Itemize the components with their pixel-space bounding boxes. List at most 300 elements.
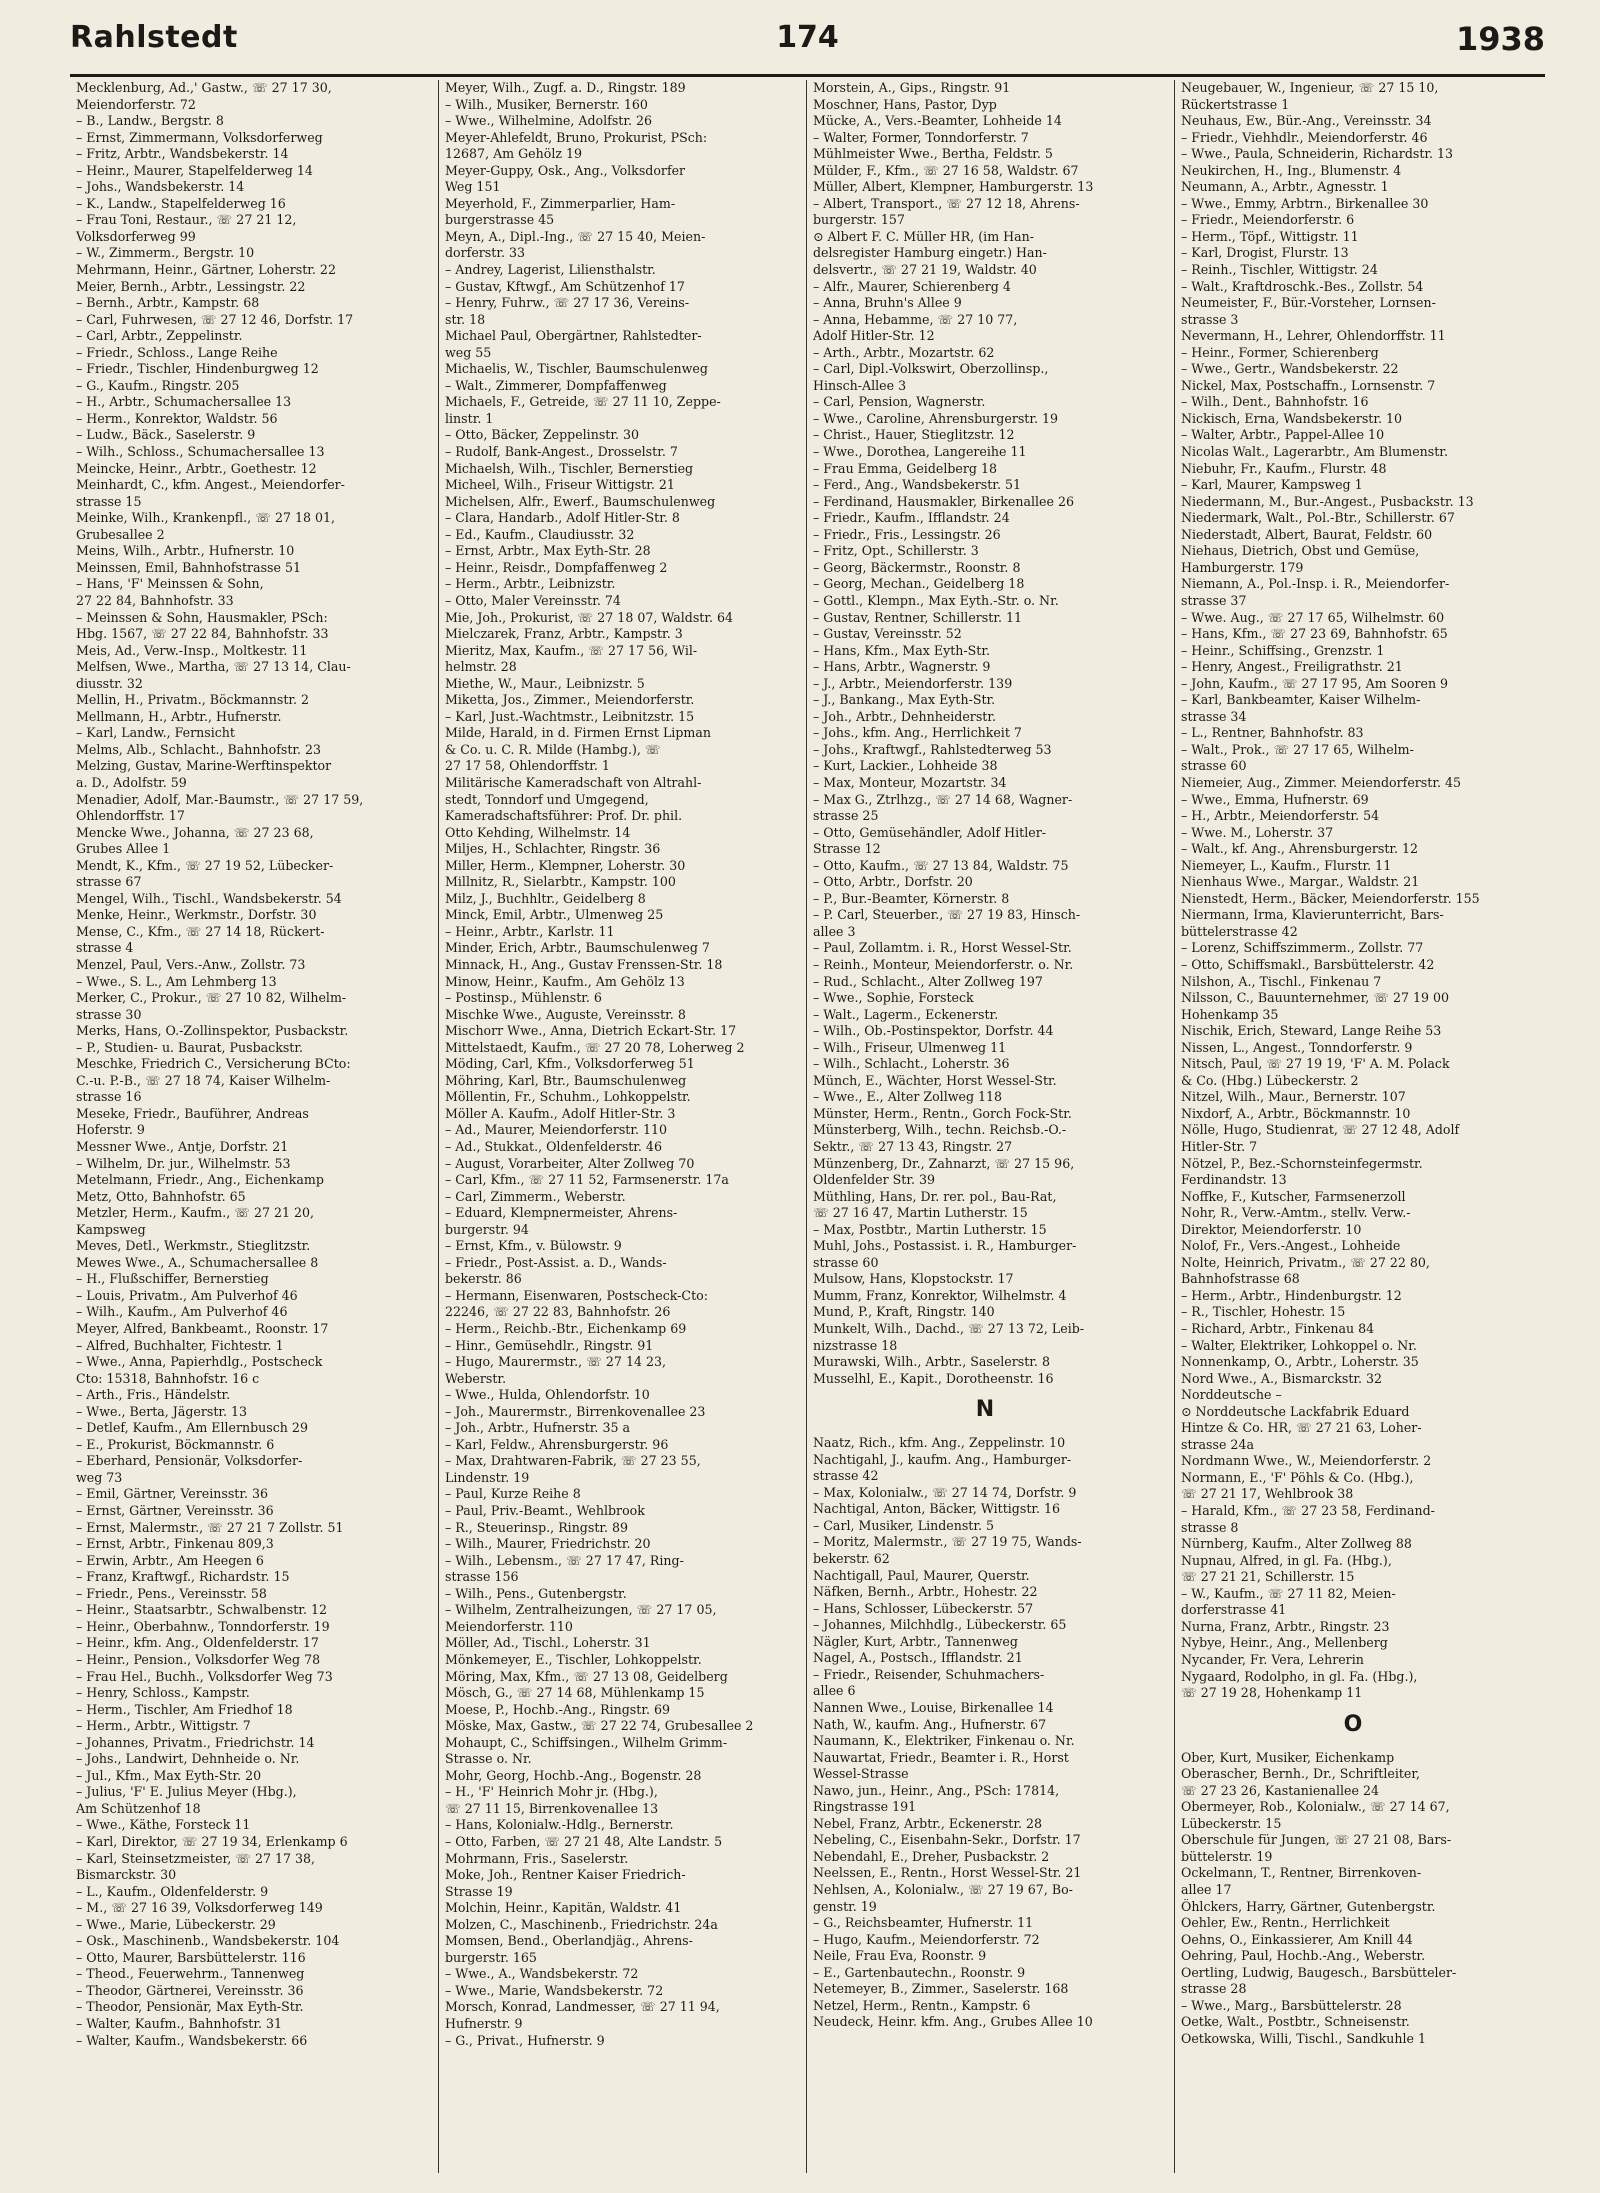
directory-entry: Minder, Erich, Arbtr., Baumschulenweg 7 (445, 940, 710, 956)
directory-entry: 22246, ☏ 27 22 83, Bahnhofstr. 26 (445, 1304, 671, 1320)
directory-entry: Nebeling, C., Eisenbahn-Sekr., Dorfstr. 17 (813, 1832, 1081, 1848)
directory-entry: Merker, C., Prokur., ☏ 27 10 82, Wilhelm- (76, 990, 347, 1006)
directory-entry: Ohlendorffstr. 17 (76, 808, 185, 824)
directory-entry: ☏ 27 21 17, Wehlbrook 38 (1181, 1486, 1354, 1502)
directory-entry: Mecklenburg, Ad.,' Gastw., ☏ 27 17 30, (76, 80, 332, 95)
directory-entry: Hohenkamp 35 (1181, 1006, 1279, 1022)
directory-entry: – J., Arbtr., Meiendorferstr. 139 (813, 675, 1013, 691)
directory-entry: strasse 28 (1181, 1981, 1247, 1997)
directory-entry: Netzel, Herm., Rentn., Kampstr. 6 (813, 1997, 1031, 2013)
directory-entry: Michael Paul, Obergärtner, Rahlstedter- (445, 328, 702, 344)
directory-entry: – Ludw., Bäck., Saselerstr. 9 (76, 427, 256, 443)
directory-entry: Niemeyer, L., Kaufm., Flurstr. 11 (1181, 857, 1392, 873)
directory-entry: Meinhardt, C., kfm. Angest., Meiendorfer- (76, 477, 345, 493)
directory-entry: Bahnhofstrasse 68 (1181, 1271, 1300, 1287)
column-4 (1174, 80, 1525, 2173)
directory-entry: – Karl, Feldw., Ahrensburgerstr. 96 (445, 1436, 669, 1452)
directory-entry: – Hugo, Kaufm., Meiendorferstr. 72 (813, 1931, 1040, 1947)
directory-entry: – G., Reichsbeamter, Hufnerstr. 11 (813, 1915, 1034, 1931)
directory-entry: Mühlmeister Wwe., Bertha, Feldstr. 5 (813, 146, 1053, 162)
directory-entry: Miketta, Jos., Zimmer., Meiendorferstr. (445, 692, 695, 708)
directory-entry: strasse 24a (1181, 1436, 1254, 1452)
directory-entry: – G., Privat., Hufnerstr. 9 (445, 2032, 605, 2048)
directory-entry: Nebel, Franz, Arbtr., Eckenerstr. 28 (813, 1815, 1043, 1831)
directory-entry: – Frau Emma, Geidelberg 18 (813, 460, 997, 476)
directory-entry: Naatz, Rich., kfm. Ang., Zeppelinstr. 10 (813, 1435, 1066, 1451)
directory-entry: Meier, Bernh., Arbtr., Lessingstr. 22 (76, 278, 306, 294)
directory-entry: – Otto, Kaufm., ☏ 27 13 84, Waldstr. 75 (813, 857, 1069, 873)
directory-entry: – Gustav, Kftwgf., Am Schützenhof 17 (445, 278, 685, 294)
directory-entry: Molzen, C., Maschinenb., Friedrichstr. 24a (445, 1916, 718, 1932)
column-2 (438, 80, 789, 2173)
directory-entry: – Karl, Direktor, ☏ 27 19 34, Erlenkamp 6 (76, 1833, 348, 1849)
directory-entry: – Friedr., Schloss., Lange Reihe (76, 344, 278, 360)
directory-entry: – Wilh., Friseur, Ulmenweg 11 (813, 1039, 1007, 1055)
directory-entry: – Kurt, Lackier., Lohheide 38 (813, 758, 998, 774)
directory-entry: Obermeyer, Rob., Kolonialw., ☏ 27 14 67, (1181, 1799, 1450, 1815)
directory-entry: – Wwe., Paula, Schneiderin, Richardstr. 13 (1181, 146, 1454, 162)
directory-entry: – Ernst, Malermstr., ☏ 27 21 7 Zollstr. 51 (76, 1519, 344, 1535)
directory-entry: Nehlsen, A., Kolonialw., ☏ 27 19 67, Bo- (813, 1881, 1073, 1897)
directory-entry: Mittelstaedt, Kaufm., ☏ 27 20 78, Loherweg 2 (445, 1039, 745, 1055)
column-1 (70, 80, 420, 2173)
directory-entry: weg 73 (76, 1469, 123, 1485)
directory-entry: Momsen, Bend., Oberlandjäg., Ahrens- (445, 1933, 693, 1949)
directory-entry: – Wwe., Sophie, Forsteck (813, 990, 974, 1006)
directory-entry: bekerstr. 62 (813, 1551, 890, 1567)
directory-entry: – Hans, Arbtr., Wagnerstr. 9 (813, 659, 991, 675)
directory-entry: – Friedr., Kaufm., Ifflandstr. 24 (813, 510, 1010, 526)
directory-entry: Mönkemeyer, E., Tischler, Lohkoppelstr. (445, 1651, 702, 1667)
directory-entry: Öhlckers, Harry, Gärtner, Gutenbergstr. (1181, 1898, 1436, 1914)
running-head-year: 1938 (1455, 20, 1545, 58)
directory-entry: nizstrasse 18 (813, 1337, 898, 1353)
directory-entry: – Herm., Tischler, Am Friedhof 18 (76, 1701, 293, 1717)
directory-entry: Niederstadt, Albert, Baurat, Feldstr. 60 (1181, 526, 1433, 542)
directory-entry: – Johs., Kraftwgf., Rahlstedterweg 53 (813, 741, 1052, 757)
directory-entry: – Fritz, Arbtr., Wandsbekerstr. 14 (76, 146, 289, 162)
directory-entry: – Anna, Hebamme, ☏ 27 10 77, (813, 311, 1018, 327)
directory-entry: – Herm., Konrektor, Waldstr. 56 (76, 410, 278, 426)
directory-entry: Mengel, Wilh., Tischl., Wandsbekerstr. 54 (76, 890, 342, 906)
directory-entry: – Frau Hel., Buchh., Volksdorfer Weg 73 (76, 1668, 333, 1684)
directory-entry: – Wwe., Käthe, Forsteck 11 (76, 1817, 251, 1833)
directory-entry: Ober, Kurt, Musiker, Eichenkamp (1181, 1749, 1395, 1765)
directory-entry: Nolof, Fr., Vers.-Angest., Lohheide (1181, 1238, 1401, 1254)
directory-entry: Kampsweg (76, 1221, 146, 1237)
directory-entry: Nickel, Max, Postschaffn., Lornsenstr. 7 (1181, 377, 1436, 393)
directory-entry: – Wwe., Caroline, Ahrensburgerstr. 19 (813, 410, 1059, 426)
directory-entry: Niedermark, Walt., Pol.-Btr., Schillerstr. 67 (1181, 510, 1455, 526)
directory-entry: – Georg, Bäckermstr., Roonstr. 8 (813, 559, 1021, 575)
directory-entry: – Hermann, Eisenwaren, Postscheck-Cto: (445, 1287, 708, 1303)
directory-entry: Nixdorf, A., Arbtr., Böckmannstr. 10 (1181, 1105, 1411, 1121)
directory-entry: – Theodor, Gärtnerei, Vereinsstr. 36 (76, 1982, 304, 1998)
directory-entry: – Gustav, Vereinsstr. 52 (813, 626, 962, 642)
directory-entry: Michaelis, W., Tischler, Baumschulenweg (445, 361, 708, 377)
directory-entry: Nord Wwe., A., Bismarckstr. 32 (1181, 1370, 1383, 1386)
directory-entry: weg 55 (445, 344, 492, 360)
directory-entry: – August, Vorarbeiter, Alter Zollweg 70 (445, 1155, 695, 1171)
directory-entry: Nebendahl, E., Dreher, Pusbackstr. 2 (813, 1848, 1050, 1864)
directory-entry: strasse 30 (76, 1006, 142, 1022)
directory-entry: helmstr. 28 (445, 659, 517, 675)
directory-entry: – P. Carl, Steuerber., ☏ 27 19 83, Hinsch- (813, 907, 1081, 923)
directory-entry: – Carl, Kfm., ☏ 27 11 52, Farmsenerstr. 17a (445, 1172, 729, 1188)
directory-entry: Nohr, R., Verw.-Amtm., stellv. Verw.- (1181, 1205, 1411, 1221)
directory-entry: – Johs., kfm. Ang., Herrlichkeit 7 (813, 725, 1022, 741)
directory-entry: – Walt., Lagerm., Eckenerstr. (813, 1006, 999, 1022)
directory-entry: Münch, E., Wächter, Horst Wessel-Str. (813, 1072, 1057, 1088)
directory-entry: Noffke, F., Kutscher, Farmsenerzoll (1181, 1188, 1406, 1204)
directory-entry: Nevermann, H., Lehrer, Ohlendorffstr. 11 (1181, 328, 1446, 344)
directory-entry: – G., Kaufm., Ringstr. 205 (76, 377, 240, 393)
directory-entry: Nischik, Erich, Steward, Lange Reihe 53 (1181, 1023, 1442, 1039)
directory-entry: Sektr., ☏ 27 13 43, Ringstr. 27 (813, 1139, 1013, 1154)
directory-entry: strasse 15 (76, 493, 142, 509)
directory-entry: Möhring, Karl, Btr., Baumschulenweg (445, 1072, 687, 1088)
directory-entry: Murawski, Wilh., Arbtr., Saselerstr. 8 (813, 1354, 1050, 1370)
directory-entry: Nilsson, C., Bauunternehmer, ☏ 27 19 00 (1181, 990, 1450, 1006)
directory-entry: Strasse 12 (813, 841, 881, 857)
directory-entry: – Theod., Feuerwehrm., Tannenweg (76, 1966, 305, 1982)
directory-entry: – Walt., Prok., ☏ 27 17 65, Wilhelm- (1181, 741, 1414, 757)
directory-entry: – Heinr., Pension., Volksdorfer Weg 78 (76, 1651, 321, 1667)
directory-entry: Morstein, A., Gips., Ringstr. 91 (813, 80, 1011, 95)
directory-entry: Niedermann, M., Bur.-Angest., Pusbackstr. 13 (1181, 493, 1474, 509)
directory-entry: Nachtigal, Anton, Bäcker, Wittigstr. 16 (813, 1501, 1061, 1517)
directory-entry: Menke, Heinr., Werkmstr., Dorfstr. 30 (76, 907, 317, 923)
directory-entry: Mohaupt, C., Schiffsingen., Wilhelm Grimm- (445, 1734, 728, 1750)
directory-entry: – Hans, Kolonialw.-Hdlg., Bernerstr. (445, 1817, 674, 1833)
directory-entry: Möllentin, Fr., Schuhm., Lohkoppelstr. (445, 1089, 691, 1105)
section-letter: N (975, 1397, 995, 1423)
directory-entry: Neumann, A., Arbtr., Agnesstr. 1 (1181, 179, 1389, 195)
directory-entry: – Henry, Schloss., Kampstr. (76, 1685, 250, 1701)
directory-entry: Nurna, Franz, Arbtr., Ringstr. 23 (1181, 1618, 1390, 1634)
directory-entry: – Ernst, Gärtner, Vereinsstr. 36 (76, 1503, 274, 1519)
directory-entry: delsregister Hamburg eingetr.) Han- (813, 245, 1047, 261)
directory-entry: genstr. 19 (813, 1898, 877, 1914)
directory-entry: Nygaard, Rodolpho, in gl. Fa. (Hbg.), (1181, 1668, 1418, 1684)
directory-entry: – Carl, Dipl.-Volkswirt, Oberzollinsp., (813, 361, 1049, 377)
directory-entry: Rückertstrasse 1 (1181, 96, 1290, 112)
directory-entry: Minow, Heinr., Kaufm., Am Gehölz 13 (445, 973, 685, 989)
directory-entry: Michaels, F., Getreide, ☏ 27 11 10, Zeppe- (445, 394, 721, 410)
directory-entry: – Joh., Maurermstr., Birrenkovenallee 23 (445, 1403, 706, 1419)
directory-entry: – Ferdinand, Hausmakler, Birkenallee 26 (813, 493, 1074, 509)
directory-entry: a. D., Adolfstr. 59 (76, 774, 187, 790)
directory-entry: Möller, Ad., Tischl., Loherstr. 31 (445, 1635, 651, 1651)
directory-entry: – Joh., Arbtr., Dehnheiderstr. (813, 708, 996, 724)
directory-entry: – Wwe., Berta, Jägerstr. 13 (76, 1403, 248, 1419)
directory-entry: Hamburgerstr. 179 (1181, 559, 1304, 575)
directory-entry: – Heinr., kfm. Ang., Oldenfelderstr. 17 (76, 1635, 319, 1651)
directory-entry: – Wilh., Dent., Bahnhofstr. 16 (1181, 394, 1369, 410)
directory-entry: Mösch, G., ☏ 27 14 68, Mühlenkamp 15 (445, 1685, 705, 1701)
directory-entry: – Max, Postbtr., Martin Lutherstr. 15 (813, 1221, 1047, 1237)
directory-entry: Bismarckstr. 30 (76, 1867, 177, 1883)
directory-entry: strasse 34 (1181, 708, 1247, 724)
directory-entry: Am Schützenhof 18 (76, 1800, 201, 1816)
directory-entry: Nienhaus Wwe., Margar., Waldstr. 21 (1181, 874, 1420, 890)
directory-entry: – H., Arbtr., Schumachersallee 13 (76, 394, 292, 410)
directory-entry: Oetke, Walt., Postbtr., Schneisenstr. (1181, 2014, 1410, 2030)
directory-entry: – Otto, Schiffsmakl., Barsbüttelerstr. 42 (1181, 956, 1435, 972)
directory-entry: Mellin, H., Privatm., Böckmannstr. 2 (76, 692, 310, 708)
directory-entry: – M., ☏ 27 16 39, Volksdorferweg 149 (76, 1900, 323, 1916)
directory-entry: Nybye, Heinr., Ang., Mellenberg (1181, 1635, 1388, 1651)
directory-entry: – Wwe. Aug., ☏ 27 17 65, Wilhelmstr. 60 (1181, 609, 1445, 625)
directory-entry: Nägler, Kurt, Arbtr., Tannenweg (813, 1633, 1018, 1649)
directory-entry: – Wilh., Schlacht., Loherstr. 36 (813, 1056, 1010, 1072)
page-header (70, 20, 1545, 72)
directory-entry: Möding, Carl, Kfm., Volksdorferweg 51 (445, 1056, 695, 1072)
directory-entry: Cto: 15318, Bahnhofstr. 16 c (76, 1370, 260, 1386)
directory-entry: strasse 37 (1181, 592, 1247, 608)
directory-entry: Hitler-Str. 7 (1181, 1139, 1258, 1154)
directory-entry: Moese, P., Hochb.-Ang., Ringstr. 69 (445, 1701, 670, 1717)
directory-entry: strasse 16 (76, 1089, 142, 1105)
directory-entry: – Ernst, Arbtr., Finkenau 809,3 (76, 1536, 274, 1552)
directory-entry: – Ernst, Kfm., v. Bülowstr. 9 (445, 1238, 622, 1254)
directory-entry: Niehaus, Dietrich, Obst und Gemüse, (1181, 543, 1420, 559)
directory-entry: Mischorr Wwe., Anna, Dietrich Eckart-Str. 17 (445, 1023, 737, 1039)
directory-entry: – Wwe., Dorothea, Langereihe 11 (813, 444, 1027, 460)
directory-entry: Meinssen, Emil, Bahnhofstrasse 51 (76, 559, 301, 575)
directory-entry: – Reinh., Monteur, Meiendorferstr. o. Nr. (813, 956, 1074, 972)
directory-entry: Nilshon, A., Tischl., Finkenau 7 (1181, 973, 1382, 989)
directory-entry: Mulsow, Hans, Klopstockstr. 17 (813, 1271, 1014, 1287)
directory-entry: burgerstr. 165 (445, 1949, 537, 1965)
directory-entry: Oberschule für Jungen, ☏ 27 21 08, Bars- (1181, 1832, 1452, 1848)
directory-entry: – Harald, Kfm., ☏ 27 23 58, Ferdinand- (1181, 1503, 1435, 1519)
directory-entry: – Karl, Maurer, Kampsweg 1 (1181, 477, 1363, 493)
directory-entry: – Johannes, Milchhdlg., Lübeckerstr. 65 (813, 1617, 1067, 1633)
directory-entry: Naumann, K., Elektriker, Finkenau o. Nr. (813, 1733, 1075, 1749)
directory-entry: Meins, Wilh., Arbtr., Hufnerstr. 10 (76, 543, 295, 559)
directory-entry: & Co. u. C. R. Milde (Hambg.), ☏ (445, 741, 661, 757)
directory-entry: strasse 8 (1181, 1519, 1239, 1535)
directory-entry: ☏ 27 19 28, Hohenkamp 11 (1181, 1685, 1363, 1701)
directory-entry: – Friedr., Fris., Lessingstr. 26 (813, 526, 1001, 542)
directory-entry: – Wwe., A., Wandsbekerstr. 72 (445, 1966, 639, 1982)
directory-entry: – Georg, Mechan., Geidelberg 18 (813, 576, 1025, 592)
directory-entry: strasse 67 (76, 874, 142, 890)
directory-entry: – Hans, Schlosser, Lübeckerstr. 57 (813, 1600, 1034, 1616)
directory-entry: Oehns, O., Einkassierer, Am Knill 44 (1181, 1931, 1413, 1947)
directory-entry: allee 6 (813, 1683, 856, 1699)
directory-entry: Oehring, Paul, Hochb.-Ang., Weberstr. (1181, 1948, 1426, 1964)
directory-entry: – Otto, Gemüsehändler, Adolf Hitler- (813, 824, 1046, 840)
directory-entry: – L., Kaufm., Oldenfelderstr. 9 (76, 1883, 269, 1899)
directory-entry: Milz, J., Buchhltr., Geidelberg 8 (445, 890, 646, 906)
directory-entry: ☏ 27 23 26, Kastanienallee 24 (1181, 1782, 1379, 1798)
directory-entry: – Max, Monteur, Mozartstr. 34 (813, 774, 1007, 790)
directory-entry: Meinke, Wilh., Krankenpfl., ☏ 27 18 01, (76, 510, 336, 526)
directory-entry: – Wwe., E., Alter Zollweg 118 (813, 1089, 1003, 1105)
directory-entry: Mieritz, Max, Kaufm., ☏ 27 17 56, Wil- (445, 642, 698, 658)
directory-entry: – Richard, Arbtr., Finkenau 84 (1181, 1321, 1375, 1337)
directory-entry: ☏ 27 16 47, Martin Lutherstr. 15 (813, 1205, 1028, 1221)
directory-entry: – Heinr., Oberbahnw., Tonndorferstr. 19 (76, 1618, 330, 1634)
directory-entry: – Friedr., Post-Assist. a. D., Wands- (445, 1254, 667, 1270)
directory-entry: Milde, Harald, in d. Firmen Ernst Lipman (445, 725, 711, 741)
directory-entry: Nannen Wwe., Louise, Birkenallee 14 (813, 1699, 1054, 1715)
directory-entry: Miethe, W., Maur., Leibnizstr. 5 (445, 675, 645, 691)
directory-entry: – H., Arbtr., Meiendorferstr. 54 (1181, 808, 1380, 824)
directory-entry: – E., Gartenbautechn., Roonstr. 9 (813, 1964, 1026, 1980)
directory-entry: bekerstr. 86 (445, 1271, 522, 1287)
directory-entry: Meyer-Guppy, Osk., Ang., Volksdorfer (445, 162, 686, 178)
directory-entry: – Wilh., Lebensm., ☏ 27 17 47, Ring- (445, 1552, 684, 1568)
directory-entry: Lübeckerstr. 15 (1181, 1815, 1282, 1831)
directory-entry: – Walter, Arbtr., Pappel-Allee 10 (1181, 427, 1385, 443)
directory-entry: Niemeier, Aug., Zimmer. Meiendorferstr. 45 (1181, 774, 1461, 790)
directory-entry: – Walter, Kaufm., Bahnhofstr. 31 (76, 2015, 283, 2031)
directory-entry: – Gottl., Klempn., Max Eyth.-Str. o. Nr. (813, 592, 1059, 608)
directory-entry: Meis, Ad., Verw.-Insp., Moltkestr. 11 (76, 642, 308, 658)
directory-entry: – Wwe., Wilhelmine, Adolfstr. 26 (445, 113, 653, 129)
directory-entry: Melms, Alb., Schlacht., Bahnhofstr. 23 (76, 741, 322, 757)
directory-entry: – Max, Kolonialw., ☏ 27 14 74, Dorfstr. 9 (813, 1484, 1077, 1500)
directory-entry: – Walter, Elektriker, Lohkoppel o. Nr. (1181, 1337, 1417, 1353)
directory-entry: Meschke, Friedrich C., Versicherung BCto: (76, 1056, 351, 1072)
directory-entry: Nickisch, Erna, Wandsbekerstr. 10 (1181, 410, 1403, 426)
directory-entry: – Wwe., Emma, Hufnerstr. 69 (1181, 791, 1369, 807)
directory-entry: – H., 'F' Heinrich Mohr jr. (Hbg.), (445, 1784, 658, 1800)
directory-entry: Meiendorferstr. 110 (445, 1618, 573, 1634)
directory-entry: Niemann, A., Pol.-Insp. i. R., Meiendorfer- (1181, 576, 1450, 592)
directory-entry: – Wilh., Schloss., Schumachersallee 13 (76, 444, 325, 460)
directory-entry: Möske, Max, Gastw., ☏ 27 22 74, Grubesallee 2 (445, 1718, 754, 1734)
directory-entry: Netemeyer, B., Zimmer., Saselerstr. 168 (813, 1981, 1069, 1997)
directory-entry: Menadier, Adolf, Mar.-Baumstr., ☏ 27 17 59, (76, 791, 364, 807)
directory-entry: – Carl, Musiker, Lindenstr. 5 (813, 1517, 995, 1533)
directory-entry: – Carl, Arbtr., Zeppelinstr. (76, 328, 243, 344)
directory-entry: allee 17 (1181, 1881, 1232, 1897)
directory-entry: Mischke Wwe., Auguste, Vereinsstr. 8 (445, 1006, 686, 1022)
columns (70, 80, 1545, 2173)
directory-entry: – Wilh., Musiker, Bernerstr. 160 (445, 96, 648, 112)
directory-entry: – Hinr., Gemüsehdlr., Ringstr. 91 (445, 1337, 654, 1353)
directory-entry: Meyn, A., Dipl.-Ing., ☏ 27 15 40, Meien- (445, 228, 706, 244)
directory-entry: – Alfr., Maurer, Schierenberg 4 (813, 278, 1011, 294)
directory-entry: – Otto, Maurer, Barsbüttelerstr. 116 (76, 1949, 306, 1965)
directory-entry: Melfsen, Wwe., Martha, ☏ 27 13 14, Clau- (76, 659, 351, 675)
directory-entry: – Wilhelm, Zentralheizungen, ☏ 27 17 05, (445, 1602, 717, 1618)
directory-entry: Nitzel, Wilh., Maur., Bernerstr. 107 (1181, 1089, 1406, 1105)
directory-entry: burgerstr. 94 (445, 1221, 529, 1237)
directory-entry: Michelsen, Alfr., Ewerf., Baumschulenweg (445, 493, 716, 509)
directory-entry: – Arth., Fris., Händelstr. (76, 1387, 231, 1403)
directory-entry: Ferdinandstr. 13 (1181, 1172, 1287, 1188)
directory-entry: Munkelt, Wilh., Dachd., ☏ 27 13 72, Leib- (813, 1321, 1085, 1337)
directory-entry: – W., Kaufm., ☏ 27 11 82, Meien- (1181, 1585, 1396, 1601)
directory-entry: – R., Steuerinsp., Ringstr. 89 (445, 1519, 629, 1535)
directory-entry: – Wwe., Marie, Wandsbekerstr. 72 (445, 1982, 664, 1998)
directory-entry: Messner Wwe., Antje, Dorfstr. 21 (76, 1139, 289, 1154)
directory-entry: ☏ 27 21 21, Schillerstr. 15 (1181, 1569, 1355, 1585)
directory-entry: Nürnberg, Kaufm., Alter Zollweg 88 (1181, 1536, 1412, 1552)
directory-entry: – Max, Drahtwaren-Fabrik, ☏ 27 23 55, (445, 1453, 701, 1469)
directory-entry: – W., Zimmerm., Bergstr. 10 (76, 245, 255, 261)
directory-entry: – Frau Toni, Restaur., ☏ 27 21 12, (76, 212, 297, 228)
directory-entry: – Rudolf, Bank-Angest., Drosselstr. 7 (445, 444, 678, 460)
directory-entry: Nawo, jun., Heinr., Ang., PSch: 17814, (813, 1782, 1060, 1798)
directory-entry: Ockelmann, T., Rentner, Birrenkoven- (1181, 1865, 1422, 1881)
directory-entry: Direktor, Meiendorferstr. 10 (1181, 1221, 1362, 1237)
directory-entry: Wessel-Strasse (813, 1766, 909, 1782)
section-letter: O (1343, 1711, 1363, 1737)
directory-entry: Müller, Albert, Klempner, Hamburgerstr. 13 (813, 179, 1094, 195)
directory-entry: Mie, Joh., Prokurist, ☏ 27 18 07, Waldstr. 64 (445, 609, 734, 625)
directory-entry: – Heinr., Reisdr., Dompfaffenweg 2 (445, 559, 668, 575)
directory-entry: Metelmann, Friedr., Ang., Eichenkamp (76, 1172, 324, 1188)
directory-entry: Mellmann, H., Arbtr., Hufnerstr. (76, 708, 282, 724)
directory-entry: ⊙ Norddeutsche Lackfabrik Eduard (1181, 1403, 1410, 1419)
directory-entry: dorferstrasse 41 (1181, 1602, 1287, 1618)
page-number: 174 (776, 20, 839, 55)
directory-entry: Neukirchen, H., Ing., Blumenstr. 4 (1181, 162, 1402, 178)
directory-entry: – Carl, Fuhrwesen, ☏ 27 12 46, Dorfstr. 17 (76, 311, 354, 327)
directory-entry: Mencke Wwe., Johanna, ☏ 27 23 68, (76, 824, 314, 840)
directory-entry: – Eberhard, Pensionär, Volksdorfer- (76, 1453, 303, 1469)
directory-entry: – Carl, Pension, Wagnerstr. (813, 394, 986, 410)
directory-entry: – Heinr., Arbtr., Karlstr. 11 (445, 923, 615, 939)
directory-entry: – Wwe., Hulda, Ohlendorfstr. 10 (445, 1387, 650, 1403)
directory-entry: – Johs., Wandsbekerstr. 14 (76, 179, 245, 195)
directory-entry: Mielczarek, Franz, Arbtr., Kampstr. 3 (445, 626, 683, 642)
directory-entry: – Fritz, Opt., Schillerstr. 3 (813, 543, 979, 559)
directory-entry: Nissen, L., Angest., Tonndorferstr. 9 (1181, 1039, 1413, 1055)
directory-entry: Hufnerstr. 9 (445, 2015, 523, 2031)
directory-entry: Mohr, Georg, Hochb.-Ang., Bogenstr. 28 (445, 1767, 702, 1783)
directory-entry: büttelerstr. 19 (1181, 1848, 1273, 1864)
directory-entry: – Ernst, Arbtr., Max Eyth-Str. 28 (445, 543, 651, 559)
directory-entry: – Herm., Arbtr., Leibnizstr. (445, 576, 616, 592)
directory-entry: Nauwartat, Friedr., Beamter i. R., Horst (813, 1749, 1069, 1765)
directory-entry: – Clara, Handarb., Adolf Hitler-Str. 8 (445, 510, 680, 526)
directory-entry: burgerstr. 157 (813, 212, 905, 228)
directory-entry: Mücke, A., Vers.-Beamter, Lohheide 14 (813, 113, 1062, 129)
directory-entry: Neumeister, F., Bür.-Vorsteher, Lornsen- (1181, 295, 1436, 311)
directory-entry: – Henry, Fuhrw., ☏ 27 17 36, Vereins- (445, 295, 690, 311)
directory-entry: Nordmann Wwe., W., Meiendorferstr. 2 (1181, 1453, 1432, 1469)
directory-entry: – Wwe., Gertr., Wandsbekerstr. 22 (1181, 361, 1399, 377)
directory-entry: – Otto, Arbtr., Dorfstr. 20 (813, 874, 973, 890)
directory-entry: – Walt., Kraftdroschk.-Bes., Zollstr. 54 (1181, 278, 1424, 294)
directory-entry: Neugebauer, W., Ingenieur, ☏ 27 15 10, (1181, 80, 1439, 95)
directory-entry: ⊙ Albert F. C. Müller HR, (im Han- (813, 228, 1035, 244)
directory-entry: 27 17 58, Ohlendorffstr. 1 (445, 758, 610, 774)
directory-entry: – E., Prokurist, Böckmannstr. 6 (76, 1436, 275, 1452)
directory-entry: Nagel, A., Postsch., Ifflandstr. 21 (813, 1650, 1023, 1666)
directory-entry: Nicolas Walt., Lagerarbtr., Am Blumenstr. (1181, 444, 1448, 460)
directory-entry: – Gustav, Rentner, Schillerstr. 11 (813, 609, 1022, 625)
directory-entry: Molchin, Heinr., Kapitän, Waldstr. 41 (445, 1900, 682, 1916)
directory-entry: – Wwe., Emmy, Arbtrn., Birkenallee 30 (1181, 195, 1429, 211)
directory-entry: Muhl, Johs., Postassist. i. R., Hamburger- (813, 1238, 1077, 1254)
directory-entry: str. 18 (445, 311, 486, 327)
directory-entry: strasse 156 (445, 1569, 519, 1585)
directory-entry: Neudeck, Heinr. kfm. Ang., Grubes Allee 10 (813, 2014, 1093, 2030)
directory-entry: – Paul, Priv.-Beamt., Wehlbrook (445, 1503, 645, 1519)
directory-entry: – Moritz, Malermstr., ☏ 27 19 75, Wands- (813, 1534, 1082, 1550)
directory-entry: – Wwe., S. L., Am Lehmberg 13 (76, 973, 277, 989)
directory-entry: – Arth., Arbtr., Mozartstr. 62 (813, 344, 995, 360)
directory-entry: Kameradschaftsführer: Prof. Dr. phil. (445, 808, 683, 824)
